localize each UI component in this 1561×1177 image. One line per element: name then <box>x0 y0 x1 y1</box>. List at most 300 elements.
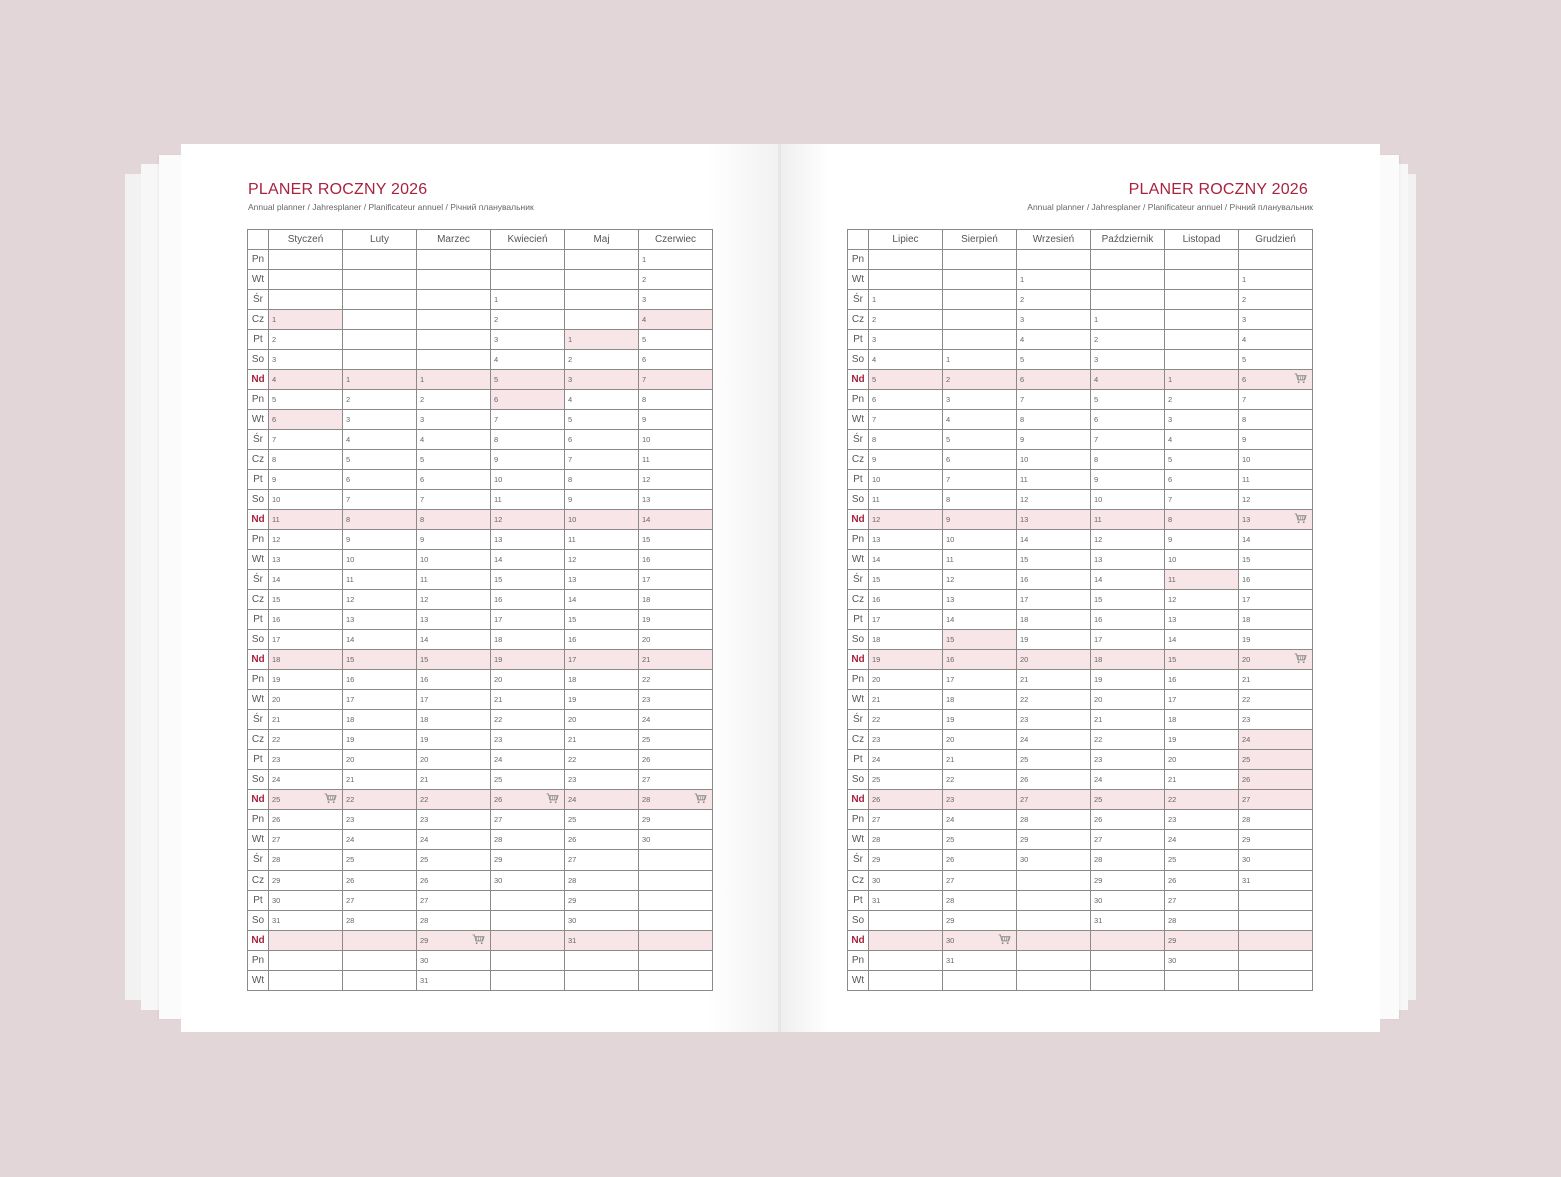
day-cell[interactable] <box>943 690 1017 710</box>
day-cell[interactable] <box>565 790 639 810</box>
day-cell[interactable] <box>639 590 713 610</box>
day-cell[interactable] <box>639 730 713 750</box>
day-cell[interactable] <box>417 310 491 330</box>
day-cell[interactable] <box>343 510 417 530</box>
day-cell[interactable] <box>943 590 1017 610</box>
day-cell[interactable] <box>565 410 639 430</box>
day-cell[interactable] <box>1165 310 1239 330</box>
day-cell[interactable] <box>491 490 565 510</box>
day-cell[interactable] <box>417 710 491 730</box>
day-cell[interactable] <box>943 670 1017 690</box>
day-cell[interactable] <box>565 330 639 350</box>
day-cell[interactable] <box>1165 530 1239 550</box>
day-cell[interactable] <box>943 430 1017 450</box>
day-cell[interactable] <box>1239 790 1313 810</box>
day-cell[interactable] <box>1091 390 1165 410</box>
day-cell[interactable] <box>1017 590 1091 610</box>
day-cell[interactable] <box>343 410 417 430</box>
day-cell[interactable] <box>417 550 491 570</box>
day-cell[interactable] <box>639 330 713 350</box>
day-cell[interactable] <box>639 750 713 770</box>
day-cell[interactable] <box>943 750 1017 770</box>
day-cell[interactable] <box>343 470 417 490</box>
day-cell[interactable] <box>491 570 565 590</box>
day-cell[interactable] <box>1017 790 1091 810</box>
day-cell[interactable] <box>639 270 713 290</box>
day-cell[interactable] <box>943 510 1017 530</box>
day-cell[interactable] <box>639 950 713 970</box>
day-cell[interactable] <box>565 550 639 570</box>
day-cell[interactable] <box>1165 710 1239 730</box>
day-cell[interactable] <box>343 870 417 890</box>
day-cell[interactable] <box>417 850 491 870</box>
day-cell[interactable] <box>1239 430 1313 450</box>
day-cell[interactable] <box>639 250 713 270</box>
day-cell[interactable] <box>869 830 943 850</box>
day-cell[interactable] <box>869 490 943 510</box>
day-cell[interactable] <box>1239 910 1313 930</box>
day-cell[interactable] <box>1017 810 1091 830</box>
day-cell[interactable] <box>639 670 713 690</box>
day-cell[interactable] <box>269 390 343 410</box>
day-cell[interactable] <box>343 910 417 930</box>
day-cell[interactable] <box>943 550 1017 570</box>
day-cell[interactable] <box>491 590 565 610</box>
day-cell[interactable] <box>1017 410 1091 430</box>
day-cell[interactable] <box>1165 970 1239 990</box>
day-cell[interactable] <box>1239 970 1313 990</box>
day-cell[interactable] <box>869 730 943 750</box>
day-cell[interactable] <box>1165 570 1239 590</box>
day-cell[interactable] <box>343 750 417 770</box>
day-cell[interactable] <box>343 650 417 670</box>
day-cell[interactable] <box>343 930 417 950</box>
day-cell[interactable] <box>1091 450 1165 470</box>
day-cell[interactable] <box>269 410 343 430</box>
day-cell[interactable] <box>1091 790 1165 810</box>
day-cell[interactable] <box>1017 830 1091 850</box>
day-cell[interactable] <box>269 790 343 810</box>
day-cell[interactable] <box>343 290 417 310</box>
day-cell[interactable] <box>1239 510 1313 530</box>
day-cell[interactable] <box>1165 930 1239 950</box>
day-cell[interactable] <box>269 550 343 570</box>
day-cell[interactable] <box>1017 450 1091 470</box>
day-cell[interactable] <box>491 790 565 810</box>
day-cell[interactable] <box>491 750 565 770</box>
day-cell[interactable] <box>491 550 565 570</box>
day-cell[interactable] <box>269 850 343 870</box>
day-cell[interactable] <box>869 710 943 730</box>
day-cell[interactable] <box>1165 430 1239 450</box>
day-cell[interactable] <box>565 610 639 630</box>
day-cell[interactable] <box>1165 610 1239 630</box>
day-cell[interactable] <box>1091 250 1165 270</box>
day-cell[interactable] <box>1091 470 1165 490</box>
day-cell[interactable] <box>565 670 639 690</box>
day-cell[interactable] <box>565 730 639 750</box>
day-cell[interactable] <box>343 250 417 270</box>
day-cell[interactable] <box>639 350 713 370</box>
day-cell[interactable] <box>639 830 713 850</box>
day-cell[interactable] <box>869 770 943 790</box>
day-cell[interactable] <box>1239 870 1313 890</box>
day-cell[interactable] <box>1091 530 1165 550</box>
day-cell[interactable] <box>417 890 491 910</box>
day-cell[interactable] <box>1017 850 1091 870</box>
day-cell[interactable] <box>1165 910 1239 930</box>
day-cell[interactable] <box>417 450 491 470</box>
day-cell[interactable] <box>417 250 491 270</box>
day-cell[interactable] <box>1165 390 1239 410</box>
day-cell[interactable] <box>1165 550 1239 570</box>
day-cell[interactable] <box>1091 810 1165 830</box>
day-cell[interactable] <box>343 390 417 410</box>
day-cell[interactable] <box>565 350 639 370</box>
day-cell[interactable] <box>565 570 639 590</box>
day-cell[interactable] <box>943 490 1017 510</box>
day-cell[interactable] <box>943 890 1017 910</box>
day-cell[interactable] <box>943 350 1017 370</box>
day-cell[interactable] <box>639 690 713 710</box>
day-cell[interactable] <box>269 870 343 890</box>
day-cell[interactable] <box>943 850 1017 870</box>
day-cell[interactable] <box>565 770 639 790</box>
day-cell[interactable] <box>417 470 491 490</box>
day-cell[interactable] <box>565 970 639 990</box>
day-cell[interactable] <box>491 390 565 410</box>
day-cell[interactable] <box>1091 670 1165 690</box>
day-cell[interactable] <box>491 690 565 710</box>
day-cell[interactable] <box>565 810 639 830</box>
day-cell[interactable] <box>1091 350 1165 370</box>
day-cell[interactable] <box>417 430 491 450</box>
day-cell[interactable] <box>269 890 343 910</box>
day-cell[interactable] <box>1091 870 1165 890</box>
day-cell[interactable] <box>1239 650 1313 670</box>
day-cell[interactable] <box>869 450 943 470</box>
day-cell[interactable] <box>565 290 639 310</box>
day-cell[interactable] <box>565 390 639 410</box>
day-cell[interactable] <box>565 250 639 270</box>
day-cell[interactable] <box>869 310 943 330</box>
day-cell[interactable] <box>639 810 713 830</box>
day-cell[interactable] <box>491 290 565 310</box>
day-cell[interactable] <box>491 610 565 630</box>
day-cell[interactable] <box>1239 270 1313 290</box>
day-cell[interactable] <box>491 450 565 470</box>
day-cell[interactable] <box>639 430 713 450</box>
day-cell[interactable] <box>639 570 713 590</box>
day-cell[interactable] <box>1239 950 1313 970</box>
day-cell[interactable] <box>1091 550 1165 570</box>
day-cell[interactable] <box>491 770 565 790</box>
day-cell[interactable] <box>565 850 639 870</box>
day-cell[interactable] <box>269 510 343 530</box>
day-cell[interactable] <box>1165 410 1239 430</box>
day-cell[interactable] <box>1017 430 1091 450</box>
day-cell[interactable] <box>417 810 491 830</box>
day-cell[interactable] <box>1017 270 1091 290</box>
day-cell[interactable] <box>639 410 713 430</box>
day-cell[interactable] <box>269 330 343 350</box>
day-cell[interactable] <box>1165 870 1239 890</box>
day-cell[interactable] <box>639 790 713 810</box>
day-cell[interactable] <box>943 330 1017 350</box>
day-cell[interactable] <box>1017 310 1091 330</box>
day-cell[interactable] <box>869 650 943 670</box>
day-cell[interactable] <box>869 790 943 810</box>
day-cell[interactable] <box>1017 970 1091 990</box>
day-cell[interactable] <box>1165 790 1239 810</box>
day-cell[interactable] <box>639 450 713 470</box>
day-cell[interactable] <box>491 650 565 670</box>
day-cell[interactable] <box>1091 590 1165 610</box>
day-cell[interactable] <box>1091 330 1165 350</box>
day-cell[interactable] <box>1165 850 1239 870</box>
day-cell[interactable] <box>417 690 491 710</box>
day-cell[interactable] <box>1017 690 1091 710</box>
day-cell[interactable] <box>1165 470 1239 490</box>
day-cell[interactable] <box>639 510 713 530</box>
day-cell[interactable] <box>639 530 713 550</box>
day-cell[interactable] <box>1017 650 1091 670</box>
day-cell[interactable] <box>1165 750 1239 770</box>
day-cell[interactable] <box>343 790 417 810</box>
day-cell[interactable] <box>565 870 639 890</box>
day-cell[interactable] <box>639 970 713 990</box>
day-cell[interactable] <box>1165 350 1239 370</box>
day-cell[interactable] <box>565 750 639 770</box>
day-cell[interactable] <box>1017 530 1091 550</box>
day-cell[interactable] <box>869 690 943 710</box>
day-cell[interactable] <box>1017 910 1091 930</box>
day-cell[interactable] <box>269 950 343 970</box>
day-cell[interactable] <box>869 870 943 890</box>
day-cell[interactable] <box>1239 710 1313 730</box>
day-cell[interactable] <box>491 710 565 730</box>
day-cell[interactable] <box>1239 930 1313 950</box>
day-cell[interactable] <box>943 390 1017 410</box>
day-cell[interactable] <box>269 430 343 450</box>
day-cell[interactable] <box>343 670 417 690</box>
day-cell[interactable] <box>343 530 417 550</box>
day-cell[interactable] <box>417 290 491 310</box>
day-cell[interactable] <box>869 890 943 910</box>
day-cell[interactable] <box>943 470 1017 490</box>
day-cell[interactable] <box>943 370 1017 390</box>
day-cell[interactable] <box>1239 490 1313 510</box>
day-cell[interactable] <box>869 750 943 770</box>
day-cell[interactable] <box>869 850 943 870</box>
day-cell[interactable] <box>1165 450 1239 470</box>
day-cell[interactable] <box>1091 770 1165 790</box>
day-cell[interactable] <box>343 730 417 750</box>
day-cell[interactable] <box>269 610 343 630</box>
day-cell[interactable] <box>565 490 639 510</box>
day-cell[interactable] <box>943 570 1017 590</box>
day-cell[interactable] <box>417 410 491 430</box>
day-cell[interactable] <box>1091 430 1165 450</box>
day-cell[interactable] <box>491 330 565 350</box>
day-cell[interactable] <box>417 750 491 770</box>
day-cell[interactable] <box>417 530 491 550</box>
day-cell[interactable] <box>639 290 713 310</box>
day-cell[interactable] <box>269 470 343 490</box>
day-cell[interactable] <box>943 790 1017 810</box>
day-cell[interactable] <box>269 930 343 950</box>
day-cell[interactable] <box>343 770 417 790</box>
day-cell[interactable] <box>1091 970 1165 990</box>
day-cell[interactable] <box>1165 670 1239 690</box>
day-cell[interactable] <box>1165 270 1239 290</box>
day-cell[interactable] <box>1091 570 1165 590</box>
day-cell[interactable] <box>491 810 565 830</box>
day-cell[interactable] <box>869 530 943 550</box>
day-cell[interactable] <box>343 570 417 590</box>
day-cell[interactable] <box>565 910 639 930</box>
day-cell[interactable] <box>1017 670 1091 690</box>
day-cell[interactable] <box>943 650 1017 670</box>
day-cell[interactable] <box>943 770 1017 790</box>
day-cell[interactable] <box>1017 510 1091 530</box>
day-cell[interactable] <box>565 450 639 470</box>
day-cell[interactable] <box>491 470 565 490</box>
day-cell[interactable] <box>269 570 343 590</box>
day-cell[interactable] <box>1091 650 1165 670</box>
day-cell[interactable] <box>1091 950 1165 970</box>
day-cell[interactable] <box>1017 870 1091 890</box>
day-cell[interactable] <box>943 530 1017 550</box>
day-cell[interactable] <box>491 830 565 850</box>
day-cell[interactable] <box>491 350 565 370</box>
day-cell[interactable] <box>869 630 943 650</box>
day-cell[interactable] <box>1239 690 1313 710</box>
day-cell[interactable] <box>1017 890 1091 910</box>
day-cell[interactable] <box>1017 370 1091 390</box>
day-cell[interactable] <box>869 910 943 930</box>
day-cell[interactable] <box>1017 710 1091 730</box>
day-cell[interactable] <box>1239 310 1313 330</box>
day-cell[interactable] <box>1239 370 1313 390</box>
day-cell[interactable] <box>343 970 417 990</box>
day-cell[interactable] <box>269 310 343 330</box>
day-cell[interactable] <box>565 950 639 970</box>
day-cell[interactable] <box>1239 590 1313 610</box>
day-cell[interactable] <box>1165 690 1239 710</box>
day-cell[interactable] <box>943 810 1017 830</box>
day-cell[interactable] <box>417 630 491 650</box>
day-cell[interactable] <box>269 650 343 670</box>
day-cell[interactable] <box>269 690 343 710</box>
day-cell[interactable] <box>943 970 1017 990</box>
day-cell[interactable] <box>343 850 417 870</box>
day-cell[interactable] <box>343 330 417 350</box>
day-cell[interactable] <box>1165 250 1239 270</box>
day-cell[interactable] <box>417 490 491 510</box>
day-cell[interactable] <box>1239 570 1313 590</box>
day-cell[interactable] <box>639 490 713 510</box>
day-cell[interactable] <box>565 510 639 530</box>
day-cell[interactable] <box>417 650 491 670</box>
day-cell[interactable] <box>1239 470 1313 490</box>
day-cell[interactable] <box>565 890 639 910</box>
day-cell[interactable] <box>869 510 943 530</box>
day-cell[interactable] <box>491 530 565 550</box>
day-cell[interactable] <box>639 370 713 390</box>
day-cell[interactable] <box>639 630 713 650</box>
day-cell[interactable] <box>1017 330 1091 350</box>
day-cell[interactable] <box>869 610 943 630</box>
day-cell[interactable] <box>869 330 943 350</box>
day-cell[interactable] <box>869 810 943 830</box>
day-cell[interactable] <box>1165 770 1239 790</box>
day-cell[interactable] <box>1017 570 1091 590</box>
day-cell[interactable] <box>343 590 417 610</box>
day-cell[interactable] <box>565 310 639 330</box>
day-cell[interactable] <box>1017 730 1091 750</box>
day-cell[interactable] <box>343 370 417 390</box>
day-cell[interactable] <box>417 330 491 350</box>
day-cell[interactable] <box>269 490 343 510</box>
day-cell[interactable] <box>417 870 491 890</box>
day-cell[interactable] <box>269 370 343 390</box>
day-cell[interactable] <box>639 710 713 730</box>
day-cell[interactable] <box>417 790 491 810</box>
day-cell[interactable] <box>1091 630 1165 650</box>
day-cell[interactable] <box>269 450 343 470</box>
day-cell[interactable] <box>1017 390 1091 410</box>
day-cell[interactable] <box>491 410 565 430</box>
day-cell[interactable] <box>943 250 1017 270</box>
day-cell[interactable] <box>1165 650 1239 670</box>
day-cell[interactable] <box>869 570 943 590</box>
day-cell[interactable] <box>1091 830 1165 850</box>
day-cell[interactable] <box>343 430 417 450</box>
day-cell[interactable] <box>565 650 639 670</box>
day-cell[interactable] <box>1091 910 1165 930</box>
day-cell[interactable] <box>1017 610 1091 630</box>
day-cell[interactable] <box>417 970 491 990</box>
day-cell[interactable] <box>491 850 565 870</box>
day-cell[interactable] <box>943 870 1017 890</box>
day-cell[interactable] <box>491 870 565 890</box>
day-cell[interactable] <box>343 450 417 470</box>
day-cell[interactable] <box>1165 890 1239 910</box>
day-cell[interactable] <box>417 910 491 930</box>
day-cell[interactable] <box>1239 530 1313 550</box>
day-cell[interactable] <box>269 670 343 690</box>
day-cell[interactable] <box>1017 490 1091 510</box>
day-cell[interactable] <box>491 910 565 930</box>
day-cell[interactable] <box>491 950 565 970</box>
day-cell[interactable] <box>943 730 1017 750</box>
day-cell[interactable] <box>639 610 713 630</box>
day-cell[interactable] <box>1239 770 1313 790</box>
day-cell[interactable] <box>1017 750 1091 770</box>
day-cell[interactable] <box>943 290 1017 310</box>
day-cell[interactable] <box>343 630 417 650</box>
day-cell[interactable] <box>343 310 417 330</box>
day-cell[interactable] <box>417 570 491 590</box>
day-cell[interactable] <box>1091 930 1165 950</box>
day-cell[interactable] <box>491 250 565 270</box>
day-cell[interactable] <box>1239 290 1313 310</box>
day-cell[interactable] <box>269 770 343 790</box>
day-cell[interactable] <box>943 830 1017 850</box>
day-cell[interactable] <box>343 810 417 830</box>
day-cell[interactable] <box>639 390 713 410</box>
